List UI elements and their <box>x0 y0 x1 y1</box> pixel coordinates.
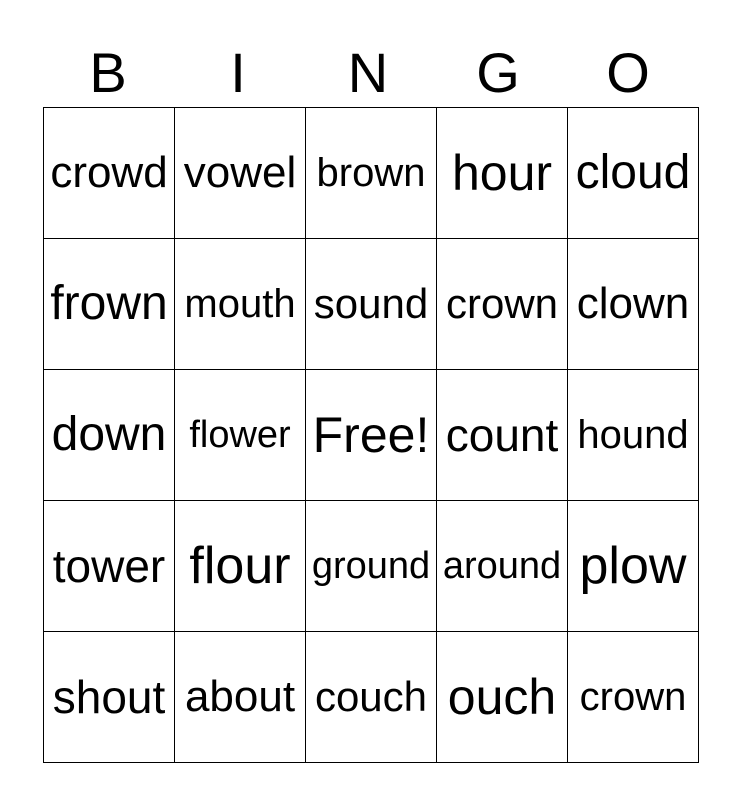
bingo-cell[interactable]: crowd <box>44 108 175 239</box>
board-row <box>44 239 699 370</box>
bingo-cell[interactable]: sound <box>306 239 437 370</box>
bingo-cell[interactable]: shout <box>44 632 175 763</box>
bingo-header <box>43 42 693 104</box>
header-letter-n: N <box>347 41 389 104</box>
bingo-cell[interactable]: brown <box>306 108 437 239</box>
bingo-cell[interactable]: frown <box>44 239 175 370</box>
board-row <box>44 501 699 632</box>
bingo-cell[interactable]: count <box>437 370 568 501</box>
header-letter-i: I <box>230 41 246 104</box>
bingo-cell[interactable]: hound <box>568 370 699 501</box>
board-row <box>44 108 699 239</box>
board-row <box>44 370 699 501</box>
bingo-cell[interactable]: cloud <box>568 108 699 239</box>
bingo-cell[interactable]: ground <box>306 501 437 632</box>
bingo-cell[interactable]: mouth <box>175 239 306 370</box>
free-space-cell[interactable]: Free! <box>306 370 437 501</box>
bingo-cell[interactable]: tower <box>44 501 175 632</box>
bingo-cell[interactable]: crown <box>568 632 699 763</box>
header-letter-g: G <box>476 41 520 104</box>
bingo-cell[interactable]: couch <box>306 632 437 763</box>
bingo-cell[interactable]: around <box>437 501 568 632</box>
bingo-cell[interactable]: plow <box>568 501 699 632</box>
bingo-cell[interactable]: flour <box>175 501 306 632</box>
bingo-cell[interactable]: down <box>44 370 175 501</box>
bingo-cell[interactable]: crown <box>437 239 568 370</box>
bingo-cell[interactable]: flower <box>175 370 306 501</box>
header-letter-b: B <box>89 41 127 104</box>
bingo-cell[interactable]: clown <box>568 239 699 370</box>
bingo-cell[interactable]: about <box>175 632 306 763</box>
bingo-cell[interactable]: hour <box>437 108 568 239</box>
board-row <box>44 632 699 763</box>
bingo-cell[interactable]: ouch <box>437 632 568 763</box>
bingo-cell[interactable]: vowel <box>175 108 306 239</box>
bingo-board <box>43 107 699 763</box>
header-letter-o: O <box>606 41 650 104</box>
